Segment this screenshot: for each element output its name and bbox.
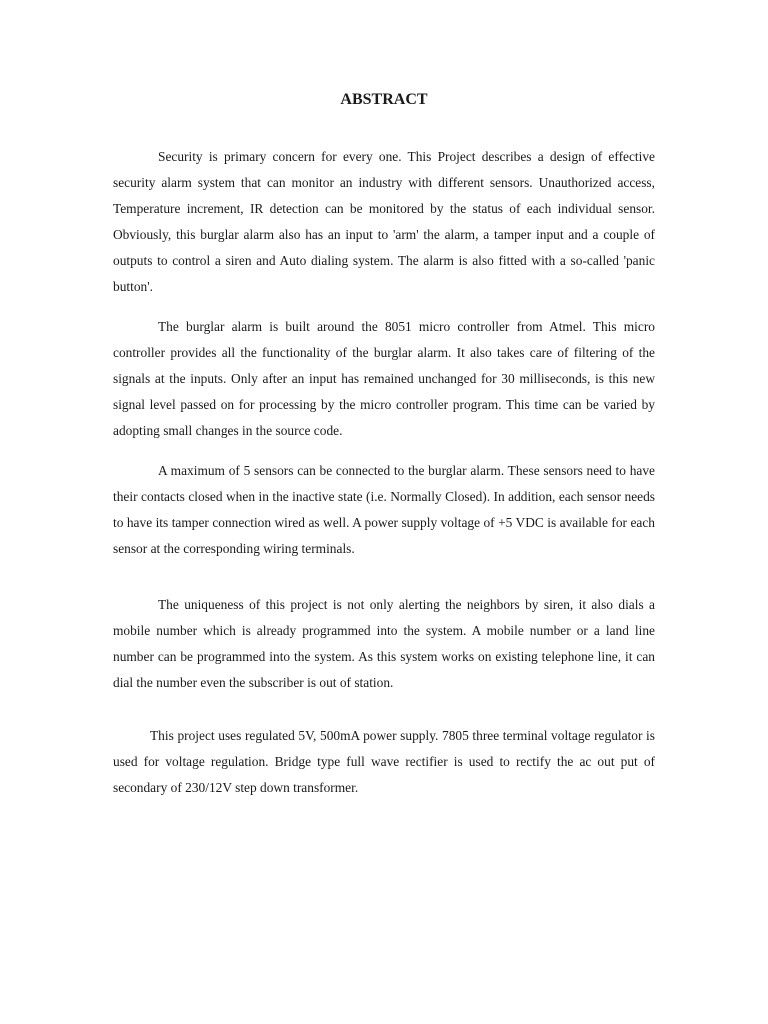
paragraph-uniqueness: The uniqueness of this project is not only alerting the neighbors by siren, it also dials a mobile number which is already programmed into the system. A mobile number or a land line number can be programmed into the system. As this system works on existing telephone line, it can dial the number even the subscriber is out of station. [113,597,655,690]
paragraph-sensors: A maximum of 5 sensors can be connected to the burglar alarm. These sensors need to have their contacts closed when in the inactive state (i.e. Normally Closed). In addition, each sensor needs to have its tamper connection wired as well. A power supply voltage of +5 VDC is available for each sensor at the corresponding wiring terminals. [113,463,655,556]
paragraph-microcontroller: The burglar alarm is built around the 8051 micro controller from Atmel. This micro controller provides all the functionality of the burglar alarm. It also takes care of filtering of the signals at the inputs. Only after an input has remained unchanged for 30 milliseconds, is this new signal level passed on for processing by the micro controller program. This time can be varied by adopting small changes in the source code. [113,319,655,438]
document-title: ABSTRACT [340,91,428,108]
paragraph-power-supply: This project uses regulated 5V, 500mA power supply. 7805 three terminal voltage regulator is used for voltage regulation. Bridge type full wave rectifier is used to rectify the ac out put of secondary of 230/12V step down transformer. [113,728,655,795]
paragraph-security-overview: Security is primary concern for every one. This Project describes a design of effective security alarm system that can monitor an industry with different sensors. Unauthorized access, Temperature increment, IR detection can be monitored by the status of each individual sensor. Obviously, this burglar alarm also has an input to 'arm' the alarm, a tamper input and a couple of outputs to control a siren and Auto dialing system. The alarm is also fitted with a so-called 'panic button'. [113,149,655,294]
